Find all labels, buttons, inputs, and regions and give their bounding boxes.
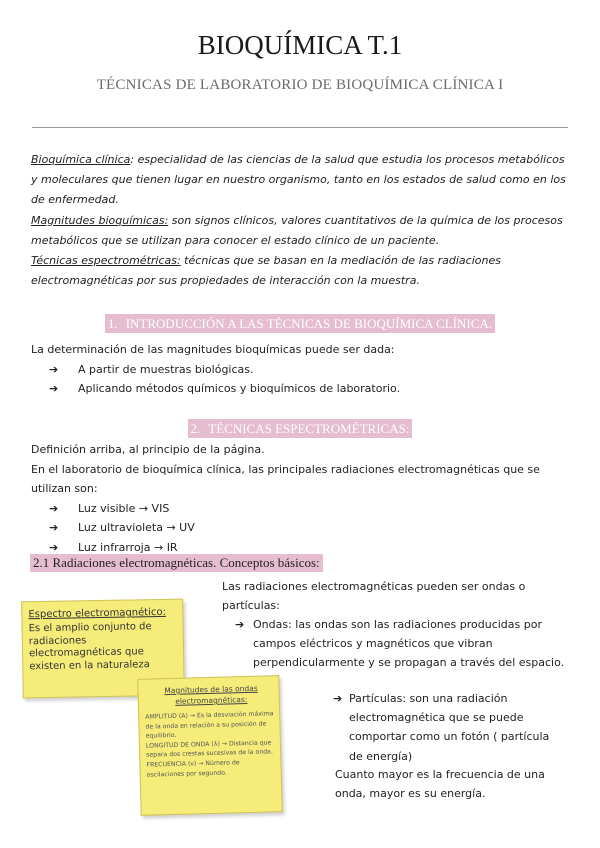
section-2-body xyxy=(31,440,576,557)
list-item xyxy=(31,518,576,538)
sticky-note-line: AMPLITUD (A) → Es la desviación máxima de la onda en relación a su posición de equilibrio. xyxy=(145,710,274,740)
section-number: 1. xyxy=(107,316,118,331)
list-item-text: Luz visible → VIS xyxy=(78,501,170,515)
section-title: INTRODUCCIÓN A LAS TÉCNICAS DE BIOQUÍMICA CLÍNICA. xyxy=(125,316,493,331)
arrow-icon: ➔ xyxy=(49,521,59,534)
section-2-list xyxy=(31,499,576,558)
list-item xyxy=(31,499,576,519)
sticky-note-heading: Espectro electromagnético: xyxy=(28,606,167,621)
definition-term: Magnitudes bioquímicas: xyxy=(31,213,169,227)
section-1-label xyxy=(105,314,495,333)
arrow-icon: ➔ xyxy=(49,382,59,395)
ondas-item xyxy=(235,615,565,673)
definition-magnitudes xyxy=(31,211,571,251)
list-item-text: A partir de muestras biológicas. xyxy=(78,362,254,376)
radiations-intro-text: Las radiaciones electromagnéticas pueden ser ondas o partículas: xyxy=(222,580,526,613)
page-subtitle: TÉCNICAS DE LABORATORIO DE BIOQUÍMICA CLÍNICA I xyxy=(96,77,504,93)
divider xyxy=(32,127,568,128)
arrow-icon: ➔ xyxy=(235,618,245,631)
list-item-text: Luz infrarroja → IR xyxy=(78,540,178,554)
section-2-1-heading: 2.1 Radiaciones electromagnéticas. Conceptos básicos: xyxy=(30,554,323,572)
definition-bioquimica xyxy=(31,150,571,211)
section-1-list xyxy=(31,360,576,399)
sticky-note-heading: Magnitudes de las ondas electromagnéticas: xyxy=(164,683,258,706)
list-item-text: Luz ultravioleta → UV xyxy=(78,521,195,534)
definition-text: técnicas que se basan en la mediación de las radiaciones electromagnéticas por sus propiedades de interacción con la muestra. xyxy=(31,254,501,288)
sticky-note-wave-magnitudes xyxy=(137,675,283,816)
ondas-text: Ondas: las ondas son las radiaciones producidas por campos eléctricos y magnéticos que vibran perpendicularmente y se propagan a través del espacio. xyxy=(253,618,565,670)
particulas-text: Partículas: son una radiación electromagnética que se puede comportar como un fotón ( partícula de energía) xyxy=(349,692,550,763)
section-2-line1: Definición arriba, al principio de la página. xyxy=(31,443,265,456)
definition-tecnicas xyxy=(31,251,571,291)
section-2-line2: En el laboratorio de bioquímica clínica, las principales radiaciones electromagnéticas que se utilizan son: xyxy=(31,462,540,495)
section-title: TÉCNICAS ESPECTROMÉTRICAS: xyxy=(208,421,410,436)
sticky-note-body: Es el amplio conjunto de radiaciones electromagnéticas que existen en la naturaleza xyxy=(28,621,152,672)
sticky-note-body xyxy=(145,709,277,780)
definition-term: Bioquímica clínica xyxy=(31,153,131,166)
definition-text: son signos clínicos, valores cuantitativos de la química de los procesos metabólicos que se utilizan para conocer el estado clínico de un paciente. xyxy=(31,213,563,247)
arrow-icon: ➔ xyxy=(49,362,59,376)
radiations-intro xyxy=(222,577,562,615)
definition-text: : especialidad de las ciencias de la salud que estudia los procesos metabólicos y moleculares que tienen lugar en nuestro organismo, tanto en los estados de salud como en los de enfermedad. xyxy=(31,153,566,207)
arrow-icon: ➔ xyxy=(49,501,59,515)
arrow-icon: ➔ xyxy=(49,540,59,554)
list-item-text: Aplicando métodos químicos y bioquímicos de laboratorio. xyxy=(78,382,401,395)
section-2-heading xyxy=(0,418,600,437)
frequency-conclusion: Cuanto mayor es la frecuencia de una onda, mayor es su energía. xyxy=(335,768,545,801)
sticky-note-line: LONGITUD DE ONDA (λ) → Distancia que separa dos crestas sucesivas de la onda. xyxy=(145,739,274,760)
section-2-label xyxy=(188,419,413,438)
definitions xyxy=(31,150,571,291)
definition-term: Técnicas espectrométricas: xyxy=(31,254,181,268)
sticky-note-line: FRECUENCIA (ν) → Número de oscilaciones por segundo. xyxy=(146,759,240,779)
section-1-body xyxy=(31,340,576,399)
particulas-item xyxy=(333,689,563,766)
section-number: 2. xyxy=(190,421,201,436)
arrow-icon: ➔ xyxy=(333,692,343,705)
list-item xyxy=(31,360,576,380)
section-1-intro: La determinación de las magnitudes bioquímicas puede ser dada: xyxy=(31,343,395,356)
list-item xyxy=(31,379,576,399)
page-title: BIOQUÍMICA T.1 xyxy=(197,30,403,60)
section-1-heading xyxy=(0,313,600,332)
